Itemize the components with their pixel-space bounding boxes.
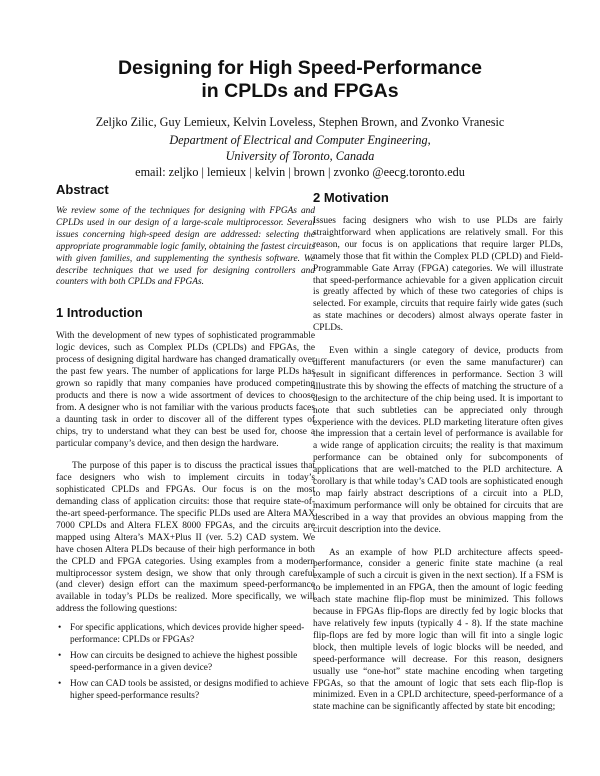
- list-item: [56, 651, 315, 675]
- introduction-paragraph-1: With the development of new types of sophisticated programmable logic devices, such as Complex PLDs (CPLDs) and FPGAs, the process of designing digital hardware has changed dramatically over the past few years. The number of applications for large PLDs has grown so rapidly that many companies have produced competing products and there is now a wide assortment of devices to choose from. A designer who is not familiar with the various products faces a daunting task in order to discover all of the different types of chips, try to understand what they can best be used for, choose a particular company’s device, and then design the hardware.: [56, 331, 315, 449]
- title-line-1: Designing for High Speed-Performance: [117, 57, 483, 79]
- list-item-text: How can CAD tools be assisted, or designs modified to achieve higher speed-performance results?: [70, 678, 309, 701]
- list-item-text: How can circuits be designed to achieve the highest possible speed-performance in a given device?: [70, 651, 298, 673]
- affiliation-department: Department of Electrical and Computer Engineering,: [169, 133, 431, 147]
- title-line-2: in CPLDs and FPGAs: [201, 80, 399, 102]
- author-list: Zeljko Zilic, Guy Lemieux, Kelvin Loveless, Stephen Brown, and Zvonko Vranesic: [95, 115, 505, 129]
- author-email: email: zeljko | lemieux | kelvin | brown | zvonko @eecg.toronto.edu: [135, 165, 465, 179]
- motivation-paragraph-3: As an example of how PLD architecture affects speed-performance, consider a generic finite state machine (a real example of such a circuit is given in the next section). If a FSM is to be implemented in an FPGA, then the amount of logic feeding each state machine flip-flop must be minimized. This follows because in FPGAs flip-flops are directly fed by logic blocks that have relatively few inputs (typically 4 - 8). If the state machine flip-flops are fed by more logic than will fit into a single logic block, then multiple levels of logic blocks will be needed, and speed-performance will decrease. For this reason, designers usually use “one-hot” state machine encoding when targeting FPGAs, so that the amount of logic that sets each flip-flop is minimized. Even in a CPLD architecture, speed-performance of a state machine can be significantly affected by state bit encoding;: [313, 547, 563, 713]
- paper-title: [0, 57, 600, 103]
- bullet-icon: •: [58, 651, 62, 661]
- list-item: [56, 679, 315, 703]
- right-column: [313, 190, 563, 714]
- motivation-paragraph-2: Even within a single category of device, products from different manufacturers (or even the same manufacturer) can result in significant differences in performance. Section 3 will illustrate this by showing the effects of matching the structure of a design to the architecture of the chip being used. It is important to note that such subtleties can be appreciated only through experience with the devices. PLD marketing literature often gives the impression that a certain level of performance is available for a wide range of application circuits; the reality is that maximum performance can be obtained only for subcomponents of applications that are well-matched to the PLD architecture. A corollary is that while today’s CAD tools are sophisticated enough to map fairly abstract descriptions of a circuit into a PLD, maximum performance will only be obtained for circuits that are described in a way that provides an obvious mapping from the circuit description into the device.: [313, 346, 563, 535]
- bullet-icon: •: [58, 623, 62, 634]
- introduction-heading: 1 Introduction: [56, 305, 143, 321]
- abstract-heading: Abstract: [56, 182, 109, 197]
- introduction-paragraph-2: The purpose of this paper is to discuss the practical issues that face designers who wish to implement circuits in today’s sophisticated CPLDs and FPGAs. Our focus is on the most demanding class of application circuits: those that require state-of-the-art speed-performance. The specific PLDs used are Altera MAX 7000 CPLDs and Altera FLEX 8000 FPGAs, and the circuits are mapped using Altera’s MAX+Plus II (ver. 5.2) CAD system. We have chosen Altera PLDs because of their high performance in both the CPLD and FPGA categories. Using examples from a modern multiprocessor system design, we show that only through careful (and clever) design effort can the maximum speed-performance available in today’s PLDs be realized. More specifically, we will address the following questions:: [56, 461, 315, 615]
- affiliation: [0, 133, 600, 164]
- bullet-icon: •: [58, 678, 62, 689]
- abstract-text: We review some of the techniques for designing with FPGAs and CPLDs used in our design of a large-scale multiprocessor. Several issues concerning high-speed design are addressed: selecting the appropriate programmable logic family, obtaining the fastest circuits with given families, and supplementing the synthesis software. We describe techniques that we used for designing controllers and counters with both CPLDs and FPGAs.: [56, 206, 315, 288]
- question-list: [56, 623, 315, 702]
- motivation-heading: 2 Motivation: [313, 190, 389, 205]
- list-item: [56, 623, 315, 647]
- motivation-paragraph-1: Issues facing designers who wish to use PLDs are fairly straightforward when applications are relatively small. For this reason, our focus is on applications that require larger PLDs, namely those that fit within the Complex PLD (CPLD) and Field-Programmable Gate Array (FPGA) categories. We will illustrate that speed-performance achievable for a given application circuit is greatly affected by which of these two categories of chips is selected. For example, circuits that require fairly wide gates (such as state machines or decoders) almost always operate faster in CPLDs.: [313, 216, 563, 334]
- left-column: [56, 182, 315, 707]
- list-item-text: For specific applications, which devices provide higher speed-performance: CPLDs or FPGAs?: [70, 623, 305, 646]
- affiliation-university: University of Toronto, Canada: [225, 148, 375, 163]
